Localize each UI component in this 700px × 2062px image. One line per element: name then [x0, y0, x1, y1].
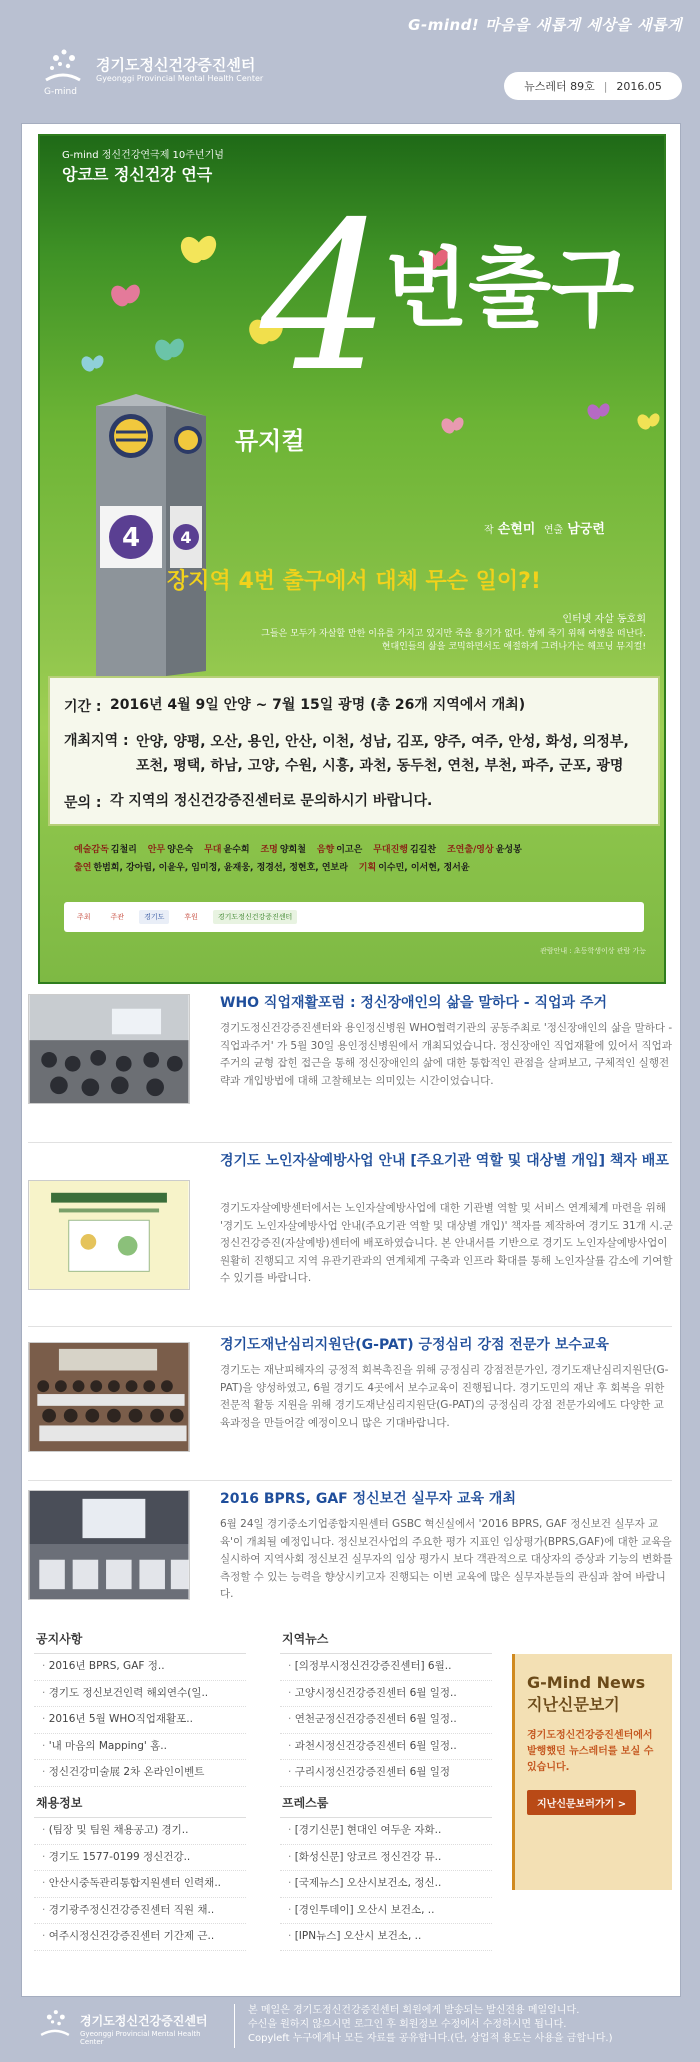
local-news-list	[280, 1653, 492, 1787]
jobs-list	[34, 1817, 246, 1951]
footer	[0, 1998, 700, 2062]
issue-separator: |	[603, 79, 608, 93]
org-name: 경기도정신건강증진센터	[96, 56, 256, 74]
list-item[interactable]: · [경기신문] 현대인 여두운 자화..	[280, 1818, 492, 1845]
article-title[interactable]: 경기도재난심리지원단(G-PAT) 긍정심리 강점 전문가 보수교육	[220, 1337, 609, 1353]
local-news-title: 지역뉴스	[282, 1632, 329, 1646]
divider	[28, 1326, 672, 1327]
butterfly-icon	[585, 401, 612, 421]
poster-desc-line1: 그들은 모두가 자살할 만한 이유를 가지고 있지만 죽을 용기가 없다. 함께 죽기 위해 여행을 떠난다.	[261, 629, 646, 639]
article-body: 경기도는 재난피해자의 긍정적 회복촉진을 위해 긍정심리 강점전문가인, 경기도재난심리지원단(G-PAT)을 양성하였고, 6월 경기도 4곳에서 보수교육이 진행됩니다. 경기도민의 재난 후 회복을 위한 전문적 활동 지원을 위해 경기도재난심리지원단(G-PAT)의 긍정심리 강점 전문가외에도 다양한 교육과정을 만들어갈 예정이오니 많은 기대바랍니다.	[220, 1364, 669, 1429]
article-gpat-training[interactable]	[28, 1336, 674, 1466]
svg-text:4: 4	[121, 523, 141, 553]
sponsor-item: 경기도정신건강증진센터	[213, 910, 297, 924]
poster-staff	[74, 841, 644, 877]
butterfly-icon	[439, 415, 466, 435]
newsletter-sheet	[22, 124, 680, 1996]
poster-musical-label: 뮤지컬	[235, 427, 305, 455]
butterfly-icon	[635, 411, 662, 431]
svg-text:4: 4	[180, 528, 192, 547]
info-period: 기간 : 2016년 4월 9일 안양 ~ 7월 15일 광명 (총 26개 지역에서 개최)	[64, 697, 526, 715]
butterfly-icon	[79, 353, 106, 373]
article-title[interactable]: 2016 BPRS, GAF 정신보건 실무자 교육 개최	[220, 1491, 516, 1507]
list-item[interactable]: · [의정부시정신건강증진센터] 6월..	[280, 1654, 492, 1681]
butterfly-icon	[108, 282, 143, 310]
issue-badge	[504, 72, 682, 100]
list-item[interactable]: · [경인투데이] 오산시 보건소, ..	[280, 1898, 492, 1925]
article-bprs-gaf[interactable]	[28, 1490, 674, 1602]
notices-list	[34, 1653, 246, 1787]
gmind-news-box	[512, 1654, 672, 1890]
poster-title-text: 번출구	[385, 238, 635, 339]
press-title: 프레스룸	[282, 1796, 329, 1810]
article-title[interactable]: 경기도 노인자살예방사업 안내 [주요기관 역할 및 대상별 개입] 책자 배포	[220, 1153, 669, 1169]
poster-note: 관람안내 : 초등학생이상 관람 가능	[540, 947, 646, 955]
header	[0, 0, 700, 130]
musical-poster[interactable]	[38, 134, 666, 984]
list-item[interactable]: · 2016년 5월 WHO직업재활포..	[34, 1707, 246, 1734]
footer-separator	[234, 2004, 235, 2048]
poster-top-title: 앙코르 정신건강 연극	[62, 165, 213, 184]
sponsor-item: 후원	[184, 913, 198, 921]
notices-panel	[34, 1630, 246, 1787]
list-item[interactable]: · 연천군정신건강증진센터 6월 일정..	[280, 1707, 492, 1734]
info-regions: 개최지역 : 안양, 양평, 오산, 용인, 안산, 이천, 성남, 김포, 양주, 여주, 안성, 화성, 의정부, 포천, 평택, 하남, 고양, 수원, 시흥, 과천, 동두천, 연천, 부천, 파주, 군포, 광명	[64, 733, 629, 774]
training-group-photo-thumbnail[interactable]	[28, 1342, 190, 1452]
performance-info-box	[48, 676, 660, 826]
article-who-forum[interactable]	[28, 994, 674, 1126]
footer-line: Copyleft 누구에게나 모든 자료를 공유합니다.(단, 상업적 용도는 사용을 금합니다.)	[248, 2033, 613, 2044]
poster-desc-line2: 현대인들의 삶을 코믹하면서도 애절하게 그려나가는 해프닝 뮤지컬!	[381, 642, 646, 652]
press-list	[280, 1817, 492, 1951]
links-section	[22, 1600, 680, 1960]
list-item[interactable]: · 경기도 1577-0199 정신건강..	[34, 1845, 246, 1872]
footer-line: 본 메일은 경기도정신건강증진센터 회원에게 발송되는 발신전용 메일입니다.	[248, 2005, 580, 2016]
butterfly-icon	[176, 232, 220, 267]
list-item[interactable]: · [화성신문] 앙코르 정신건강 뮤..	[280, 1845, 492, 1872]
list-item[interactable]: · 2016년 BPRS, GAF 정..	[34, 1654, 246, 1681]
booklet-thumbnail[interactable]	[28, 1180, 190, 1290]
gmind-news-title: G-Mind News 지난신문보기	[527, 1673, 646, 1714]
footer-text	[248, 2004, 612, 2046]
list-item[interactable]: · '내 마음의 Mapping' 홈..	[34, 1734, 246, 1761]
article-elderly-suicide[interactable]	[28, 1152, 674, 1312]
footer-line: 수신을 원하지 않으시면 로그인 후 회원정보 수정에서 수정하시면 됩니다.	[248, 2019, 567, 2030]
article-body: 6월 24일 경기중소기업종합지원센터 GSBC 혁신실에서 '2016 BPRS, GAF 정신보건 실무자 교육'이 개최될 예정입니다. 정신보건사업의 주요한 평가 지표인 임상평가(BPRS,GAF)에 대한 교육을 실시하여 지역사회 정신보건 실무자의 임상 평가시 보다 객관적으로 대상자의 증상과 기능의 변화를 측정할 수 있는 능력을 향상시키고자 진행되는 이번 교육에 많은 실무자분들의 관심과 참여 바랍니다.	[220, 1518, 673, 1600]
list-item[interactable]: · [IPN뉴스] 오산시 보건소, ..	[280, 1924, 492, 1951]
poster-credits: 작 손현미 연출 남궁련	[484, 522, 605, 537]
staff-line-2: 출연 한범희, 강아림, 이윤우, 임미정, 윤재웅, 정경선, 정현호, 연보라 기획 이수민, 이서현, 정서윤	[74, 863, 470, 873]
jobs-title: 채용정보	[36, 1796, 83, 1810]
list-item[interactable]: · 여주시정신건강증진센터 기간제 근..	[34, 1924, 246, 1951]
footer-org-eng: Gyeonggi Provincial Mental Health Center	[80, 2030, 201, 2046]
staff-line-1: 예술감독 김철리 안무 양은숙 무대 윤수희 조명 양희철 음향 이고은 무대진행 김길찬 조연출/영상 윤성봉	[74, 845, 522, 855]
local-news-panel	[280, 1630, 492, 1787]
jobs-panel	[34, 1794, 246, 1951]
sponsor-bar	[64, 902, 644, 932]
footer-org-name: 경기도정신건강증진센터	[80, 2014, 208, 2028]
issue-number: 뉴스레터 89호	[524, 80, 595, 93]
org-eng-name: Gyeonggi Provincial Mental Health Center	[96, 74, 264, 83]
list-item[interactable]: · [국제뉴스] 오산시보건소, 정신..	[280, 1871, 492, 1898]
issue-date: 2016.05	[616, 79, 662, 93]
article-body: 경기도자살예방센터에서는 노인자살예방사업에 대한 기관별 역할 및 서비스 연계체계 마련을 위해 '경기도 노인자살예방사업 안내(주요기관 역할 및 대상별 개입)' 책자를 제작하여 경기도 31개 시.군 정신건강증진(자살예방)센터에 배포하였습니다. 본 안내서를 기반으로 경기도 노인자살예방사업이 원활히 진행되고 지역 유관기관과의 연계체계 구축과 인프라 확대를 통해 노인자살률 감소에 기여할 수 있기를 바랍니다.	[220, 1202, 673, 1284]
butterfly-icon	[152, 336, 187, 364]
list-item[interactable]: · 과천시정신건강증진센터 6월 일정..	[280, 1734, 492, 1761]
divider	[28, 1142, 672, 1143]
press-panel	[280, 1794, 492, 1951]
sponsor-item: 주최	[77, 913, 91, 921]
list-item[interactable]: · 경기광주정신건강증진센터 직원 채..	[34, 1898, 246, 1925]
divider	[28, 1480, 672, 1481]
sponsor-item: 주관	[110, 913, 125, 921]
gmind-news-body: 경기도정신건강증진센터에서 발행했던 뉴스레터를 보실 수 있습니다.	[527, 1730, 654, 1773]
footer-logo[interactable]	[34, 2002, 224, 2052]
list-item[interactable]: · 경기도 정신보건인력 해외연수(일..	[34, 1681, 246, 1708]
forum-photo-thumbnail[interactable]	[28, 994, 190, 1104]
poster-title-number: 4	[260, 179, 391, 417]
article-body: 경기도정신건강증진센터와 용인정신병원 WHO협력기관의 공동주최로 '정신장애인의 삶을 말하다 - 직업과주거' 가 5월 30일 용인정신병원에서 개최되었습니다. 정신장애인 직업재활에 있어서 직업과 주거의 균형 잡힌 접근을 통해 정신장애인의 삶에 대한 통합적인 관점을 살펴보고, 구체적인 실행전략과 개입방법에 대해 고찰해보는 의미있는 시간이었습니다.	[220, 1022, 673, 1087]
list-item[interactable]: · 정신건강미술展 2차 온라인이벤트	[34, 1760, 246, 1787]
svg-text:G-mind: G-mind	[44, 87, 77, 96]
list-item[interactable]: · 안산시중독관리통합지원센터 인력채..	[34, 1871, 246, 1898]
seminar-photo-thumbnail[interactable]	[28, 1490, 190, 1600]
poster-top-line: G-mind 정신건강연극제 10주년기념	[62, 150, 224, 161]
gmind-logo-icon	[38, 42, 88, 96]
info-contact: 문의 : 각 지역의 정신건강증진센터로 문의하시기 바랍니다.	[64, 793, 433, 811]
list-item[interactable]: · 고양시정신건강증진센터 6월 일정..	[280, 1681, 492, 1708]
list-item[interactable]: · 구리시정신건강증진센터 6월 일정	[280, 1760, 492, 1787]
sponsor-item: 경기도	[139, 910, 169, 924]
header-slogan: G-mind! 마음을 새롭게 세상을 새롭게	[408, 16, 682, 34]
past-newsletters-button[interactable]: 지난신문보러가기 >	[527, 1790, 636, 1815]
article-title[interactable]: WHO 직업재활포럼 : 정신장애인의 삶을 말하다 - 직업과 주거	[220, 995, 607, 1011]
list-item[interactable]: · (팀장 및 팀원 채용공고) 경기..	[34, 1818, 246, 1845]
poster-desc-label: 인터넷 자살 동호회	[562, 614, 646, 625]
org-logo[interactable]	[28, 40, 308, 100]
poster-subtitle: 장지역 4번 출구에서 대체 무슨 일이?!	[167, 569, 541, 594]
notices-title: 공지사항	[36, 1632, 83, 1646]
gmind-logo-icon	[34, 2004, 76, 2048]
